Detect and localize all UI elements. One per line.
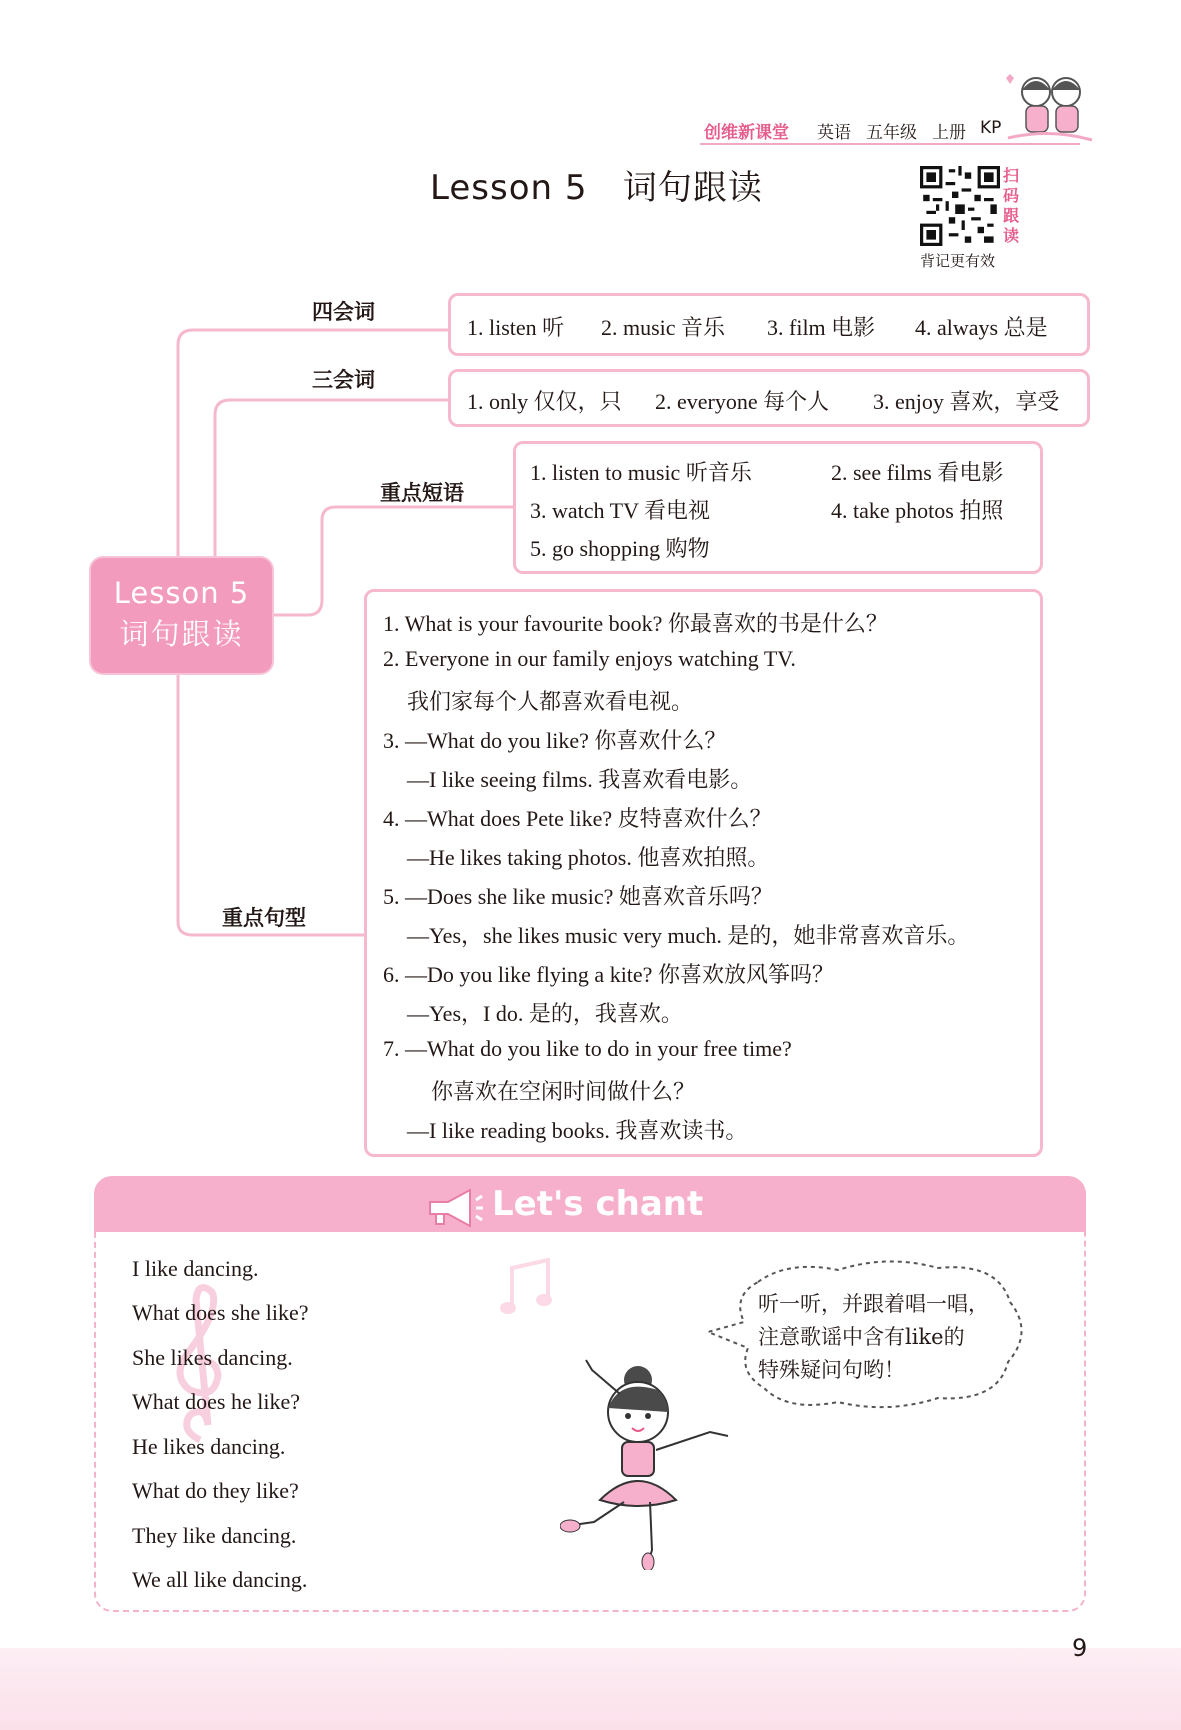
lesson-badge-line2: 词句跟读	[119, 617, 244, 651]
sentence-line: 1. What is your favourite book? 你最喜欢的书是什么？	[383, 611, 888, 636]
speech-bubble-text: 听一听，并跟着唱一唱， 注意歌谣中含有like的 特殊疑问句哟！	[758, 1292, 989, 1382]
ballerina-girl-illustration	[560, 1350, 740, 1570]
sentence-line: 3. —What do you like? 你喜欢什么？	[383, 728, 727, 753]
header-brand: 创维新课堂	[704, 123, 789, 143]
sentence-line: —He likes taking photos. 他喜欢拍照。	[407, 845, 770, 870]
chant-line: He likes dancing.	[132, 1434, 286, 1459]
word-item: 2. music 音乐	[601, 315, 726, 340]
chant-line: What does she like?	[132, 1300, 309, 1325]
chant-line: They like dancing.	[132, 1523, 297, 1548]
chant-line: I like dancing.	[132, 1256, 259, 1281]
sentence-line: 2. Everyone in our family enjoys watching TV.	[383, 646, 796, 671]
four-skill-words-box	[448, 293, 1090, 356]
three-skill-words-box	[448, 369, 1090, 427]
page-title: Lesson 5 词句跟读	[430, 168, 763, 208]
sentence-line: 你喜欢在空闲时间做什么？	[431, 1079, 696, 1104]
sentence-line: 5. —Does she like music? 她喜欢音乐吗？	[383, 884, 773, 909]
category-key-sentences: 重点句型	[222, 906, 306, 930]
phrase-item: 3. watch TV 看电视	[530, 498, 711, 523]
header-edition: KP	[980, 118, 1002, 138]
key-phrases-box	[513, 441, 1043, 574]
qr-side-label: 扫 码 跟 读	[1003, 166, 1020, 245]
word-item: 1. only 仅仅，只	[467, 389, 622, 414]
phrase-item: 1. listen to music 听音乐	[530, 460, 752, 485]
lesson-badge-line1: Lesson 5	[113, 576, 250, 610]
phrase-item: 4. take photos 拍照	[831, 498, 1004, 523]
lesson-badge	[91, 558, 272, 673]
category-three-skill-words: 三会词	[312, 368, 375, 392]
sentence-line: —I like seeing films. 我喜欢看电影。	[407, 767, 753, 792]
music-note-icon	[498, 1258, 556, 1318]
sentence-line: —I like reading books. 我喜欢读书。	[407, 1118, 748, 1143]
sentence-line: —Yes，she likes music very much. 是的，她非常喜欢音乐。	[407, 923, 970, 948]
phrase-item: 2. see films 看电影	[831, 460, 1004, 485]
footer-band	[0, 1648, 1181, 1730]
word-item: 2. everyone 每个人	[655, 389, 830, 414]
chant-title: Let's chant	[492, 1184, 704, 1224]
word-item: 1. listen 听	[467, 315, 565, 340]
chant-line: What does he like?	[132, 1389, 300, 1414]
sentence-line: 我们家每个人都喜欢看电视。	[407, 689, 694, 714]
sentence-line: 4. —What does Pete like? 皮特喜欢什么？	[383, 806, 772, 831]
word-item: 4. always 总是	[915, 315, 1048, 340]
word-item: 3. enjoy 喜欢，享受	[873, 389, 1060, 414]
header-subject: 英语	[817, 123, 851, 143]
qr-caption: 背记更有效	[920, 252, 996, 270]
header-grade: 五年级	[866, 123, 917, 143]
chant-line: What do they like?	[132, 1478, 299, 1503]
header-term: 上册	[932, 123, 966, 143]
word-item: 3. film 电影	[767, 315, 876, 340]
phrase-item: 5. go shopping 购物	[530, 536, 710, 561]
category-four-skill-words: 四会词	[312, 300, 375, 324]
sentence-line: 6. —Do you like flying a kite? 你喜欢放风筝吗？	[383, 962, 834, 987]
megaphone-icon	[424, 1186, 484, 1230]
key-sentences-box	[364, 589, 1043, 1157]
page-number: 9	[1072, 1634, 1088, 1662]
category-key-phrases: 重点短语	[380, 481, 464, 505]
chant-line: We all like dancing.	[132, 1567, 308, 1592]
chant-line: She likes dancing.	[132, 1345, 293, 1370]
sentence-line: 7. —What do you like to do in your free time?	[383, 1036, 792, 1061]
sentence-line: —Yes，I do. 是的，我喜欢。	[407, 1001, 683, 1026]
